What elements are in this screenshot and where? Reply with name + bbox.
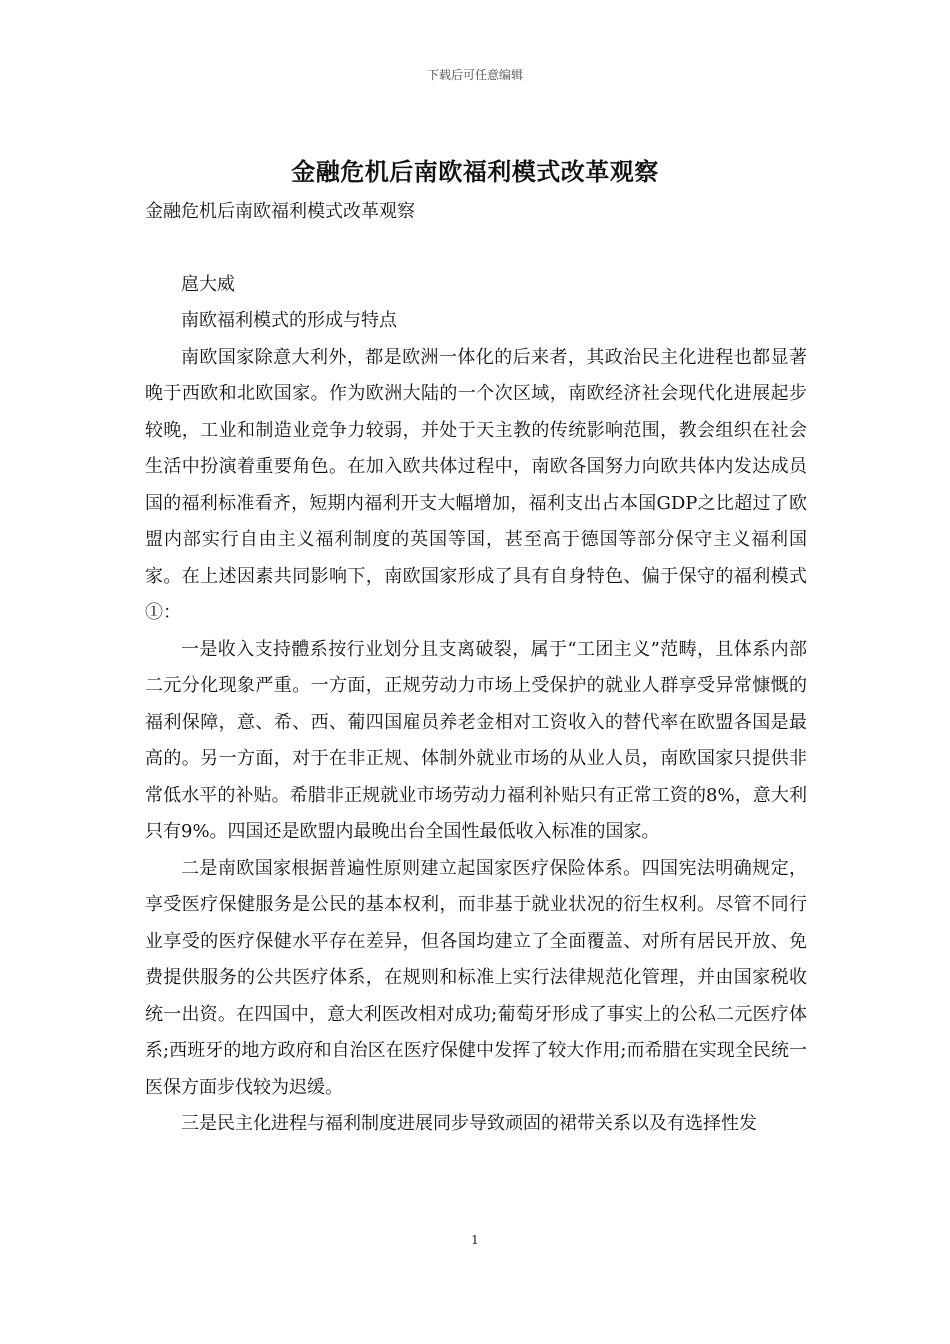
page-header: 下载后可任意编辑 <box>426 68 523 82</box>
body-paragraph-4: 三是民主化进程与福利制度进展同步导致顽固的裙带关系以及有选择性发 <box>181 1113 757 1134</box>
page-number: 1 <box>471 1233 479 1247</box>
document-subtitle: 金融危机后南欧福利模式改革观察 <box>145 201 415 222</box>
document-title: 金融危机后南欧福利模式改革观察 <box>291 157 659 186</box>
document-body <box>145 194 807 1143</box>
blank-line <box>145 231 807 267</box>
body-paragraph-2: 一是收入支持體系按行业划分且支离破裂，属于“工团主义”范畴，且体系内部二元分化现象严重。一方面，正规劳动力市场上受保护的就业人群享受异常慷慨的福利保障，意、希、西、葡四国雇员养老金相对工资收入的替代率在欧盟各国是最高的。另一方面，对于在非正规、体制外就业市场的从业人员，南欧国家只提供非常低水平的补贴。希腊非正规就业市场劳动力福利补贴只有正常工资的8%，意大利只有9%。四国还是欧盟内最晚出台全国性最低收入标准的国家。 <box>145 638 807 842</box>
author-name: 扈大威 <box>181 273 235 295</box>
section-heading: 南欧福利模式的形成与特点 <box>181 310 397 331</box>
body-paragraph-3: 二是南欧国家根据普遍性原则建立起国家医疗保险体系。四国宪法明确规定，享受医疗保健服务是公民的基本权利，而非基于就业状况的衍生权利。尽管不同行业享受的医疗保健水平存在差异，但各国均建立了全面覆盖、对所有居民开放、免费提供服务的公共医疗体系，在规则和标准上实行法律规范化管理，并由国家税收统一出资。在四国中，意大利医改相对成功;葡萄牙形成了事实上的公私二元医疗体系;西班牙的地方政府和自治区在医疗保健中发挥了较大作用;而希腊在实现全民统一医保方面步伐较为迟缓。 <box>145 857 808 1098</box>
body-paragraph-1: 南欧国家除意大利外，都是欧洲一体化的后来者，其政治民主化进程也都显著晚于西欧和北欧国家。作为欧洲大陆的一个次区域，南欧经济社会现代化进展起步较晚，工业和制造业竞争力较弱，并处于天主教的传统影响范围，教会组织在社会生活中扮演着重要角色。在加入欧共体过程中，南欧各国努力向欧共体内发达成员国的福利标准看齐，短期内福利开支大幅增加，福利支出占本国GDP之比超过了欧盟内部实行自由主义福利制度的英国等国，甚至高于德国等部分保守主义福利国家。在上述因素共同影响下，南欧国家形成了具有自身特色、偏于保守的福利模式①： <box>145 346 807 623</box>
